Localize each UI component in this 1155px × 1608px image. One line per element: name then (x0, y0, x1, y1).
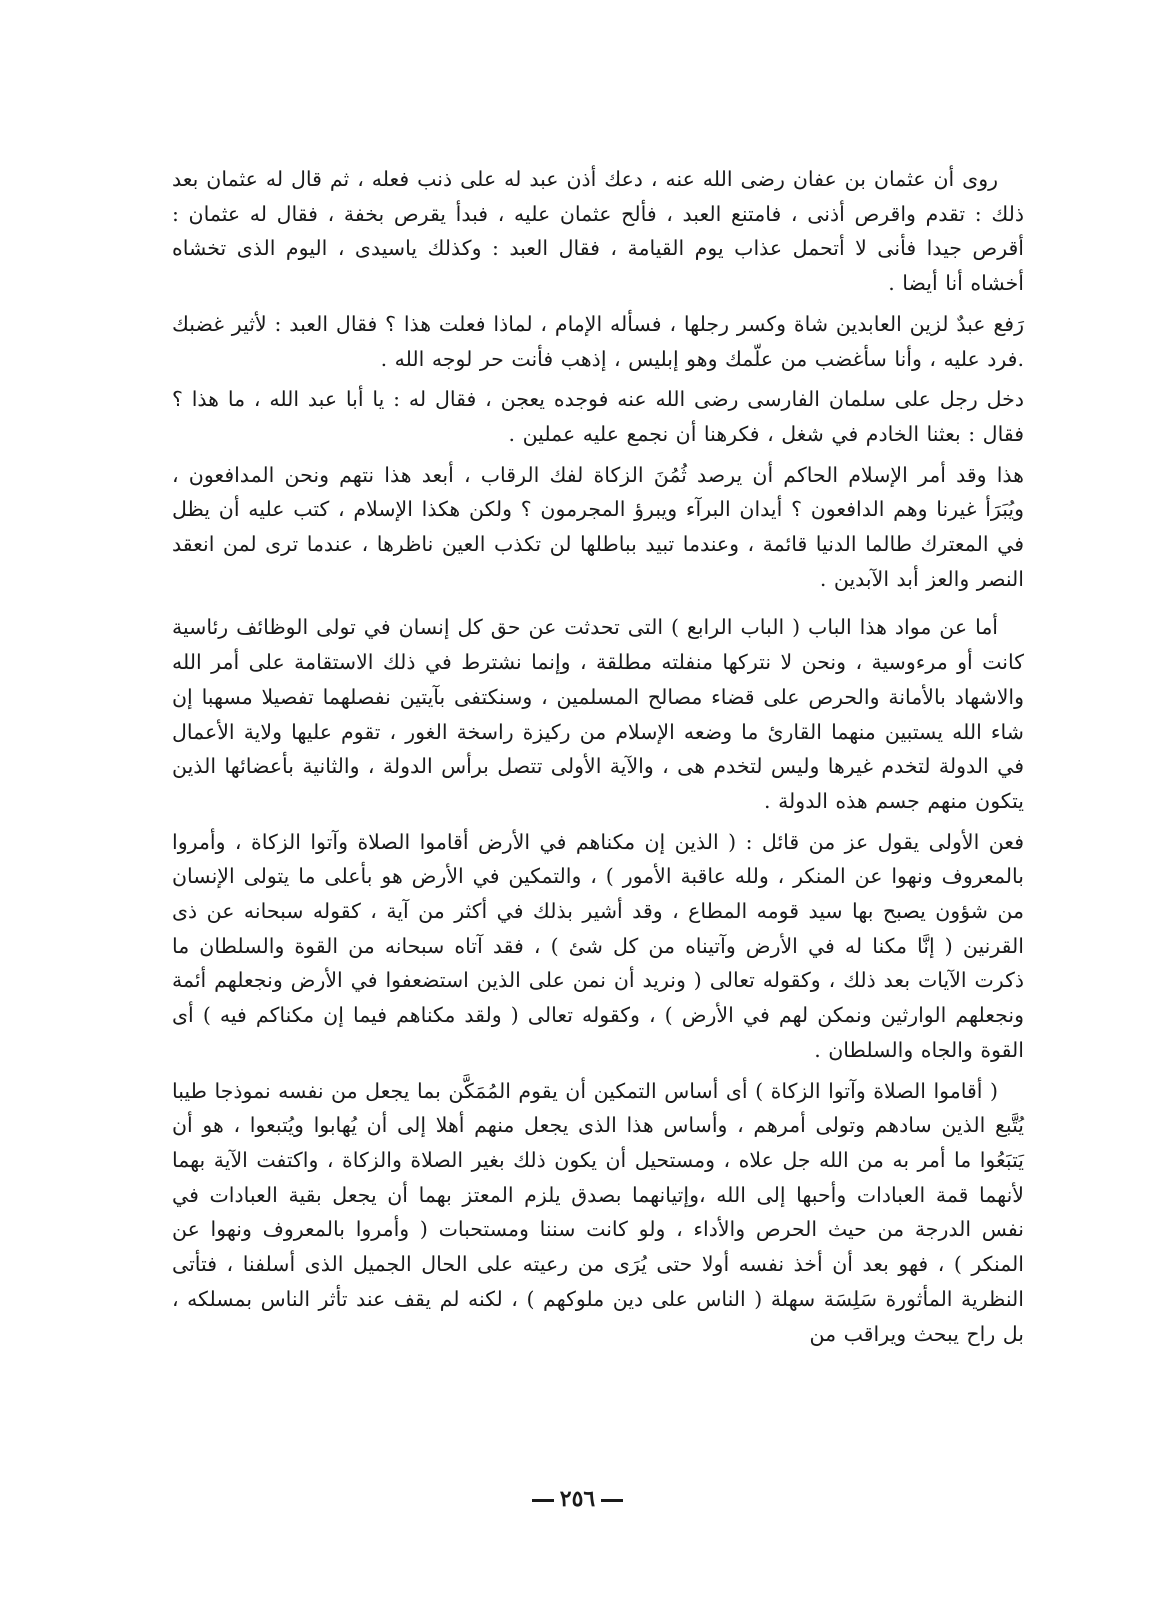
paragraph-prayer-zakat: ( أقاموا الصلاة وآتوا الزكاة ) أى أساس التمكين أن يقوم المُمَكَّن بما يجعل من نفسه نموذجا طيبا يُتَّبع الذين سادهم وتولى أمرهم ، وأساس هذا الذى يجعل منهم أهلا إلى أن يُهابوا ويُتبعوا ، هو أن يَتبَعُوا ما أمر به من الله جل علاه ، ومستحيل أن يكون ذلك بغير الصلاة والزكاة ، واكتفت الآية بهما لأنهما قمة العبادات وأحبها إلى الله ،وإتيانهما بصدق يلزم المعتز بهما أن يجعل بقية العبادات في نفس الدرجة من حيث الحرص والأداء ، ولو كانت سننا ومستحبات ( وأمروا بالمعروف ونهوا عن المنكر ) ، فهو بعد أن أخذ نفسه أولا حتى يُرَى من رعيته على الحال الجميل الذى أسلفنا ، فتأتى النظرية المأثورة سَلِسَة سهلة ( الناس على دين ملوكهم ) ، لكنه لم يقف عند تأثر الناس بمسلكه ، بل راح يبحث ويراقب من (172, 1078, 1024, 1346)
paragraph-salman-story: دخل رجل على سلمان الفارسى رضى الله عنه فوجده يعجن ، فقال له : يا أبا عبد الله ، ما هذا ؟ فقال : بعثنا الخادم في شغل ، فكرهنا أن نجمع عليه عملين . (172, 387, 1024, 446)
paragraph-first-verse: فعن الأولى يقول عز من قائل : ( الذين إن مكناهم في الأرض أقاموا الصلاة وآتوا الزكاة ، وأمروا بالمعروف ونهوا عن المنكر ، ولله عاقبة الأمور ) ، والتمكين في الأرض هو بأعلى ما يتولى الإنسان من شؤون يصبح بها سيد قومه المطاع ، وقد أشير بذلك في أكثر من آية ، كقوله سبحانه عن ذى القرنين ( إنَّا مكنا له في الأرض وآتيناه من كل شئ ) ، فقد آتاه سبحانه من القوة والسلطان ما ذكرت الآيات بعد ذلك ، وكقوله تعالى ( ونريد أن نمن على الذين استضعفوا في الأرض ونجعلهم أئمة ونجعلهم الوارثين ونمكن لهم في الأرض ) ، وكقوله تعالى ( ولقد مكناهم فيما إن مكناكم فيه ) أى القوة والجاه والسلطان . (172, 829, 1024, 1062)
paragraph-zain-abidin-story: رَفع عبدٌ لزين العابدين شاة وكسر رجلها ، فسأله الإمام ، لماذا فعلت هذا ؟ فقال العبد : لأثير غضبك .فرد عليه ، وأنا سأغضب من علّمك وهو إبليس ، إذهب فأنت حر لوجه الله . (172, 311, 1024, 371)
paragraph-zakat-slaves: هذا وقد أمر الإسلام الحاكم أن يرصد ثُمُنَ الزكاة لفك الرقاب ، أبعد هذا نتهم ونحن المدافعون ، ويُبَرَأ غيرنا وهم الدافعون ؟ أيدان البرآء ويبرؤ المجرمون ؟ ولكن هكذا الإسلام ، كتب عليه أن يظل في المعترك طالما الدنيا قائمة ، وعندما تبيد بباطلها لن تكذب العين ناظرها ، عندما ترى لمن انعقد النصر والعز أبد الآبدين . (172, 462, 1024, 591)
page-number-footer (0, 1486, 1155, 1512)
page-number: ٢٥٦ (559, 1486, 596, 1512)
paragraph-chapter-four: أما عن مواد هذا الباب ( الباب الرابع ) التى تحدثت عن حق كل إنسان في تولى الوظائف رئاسية كانت أو مرءوسية ، ونحن لا نتركها منفلته مطلقة ، وإنما نشترط في ذلك الاستقامة على أمر الله والاشهاد بالأمانة والحرص على قضاء مصالح المسلمين ، وسنكتفى بآيتين نفصلهما تفصيلا مسهبا إن شاء الله يستبين منهما القارئ ما وضعه الإسلام من ركيزة راسخة الغور ، تقوم عليها ولاية الأعمال في الدولة لتخدم غيرها وليس لتخدم هى ، والآية الأولى تتصل برأس الدولة ، والثانية بأعضائها الذين يتكون منهم جسم هذه الدولة . (172, 615, 1024, 813)
folio-dash-right (532, 1499, 554, 1502)
paragraph-uthman-story: روى أن عثمان بن عفان رضى الله عنه ، دعك أذن عبد له على ذنب فعله ، ثم قال له عثمان بعد ذلك : تقدم واقرص أذنى ، فامتنع العبد ، فألح عثمان عليه ، فبدأ يقرص بخفة ، فقال له عثمان : أقرص جيدا فأنى لا أتحمل عذاب يوم القيامة ، فقال العبد : وكذلك ياسيدى ، اليوم الذى تخشاه أخشاه أنا أيضا . (172, 167, 1024, 296)
folio-dash-left (601, 1499, 623, 1502)
page-body (172, 162, 1024, 1357)
